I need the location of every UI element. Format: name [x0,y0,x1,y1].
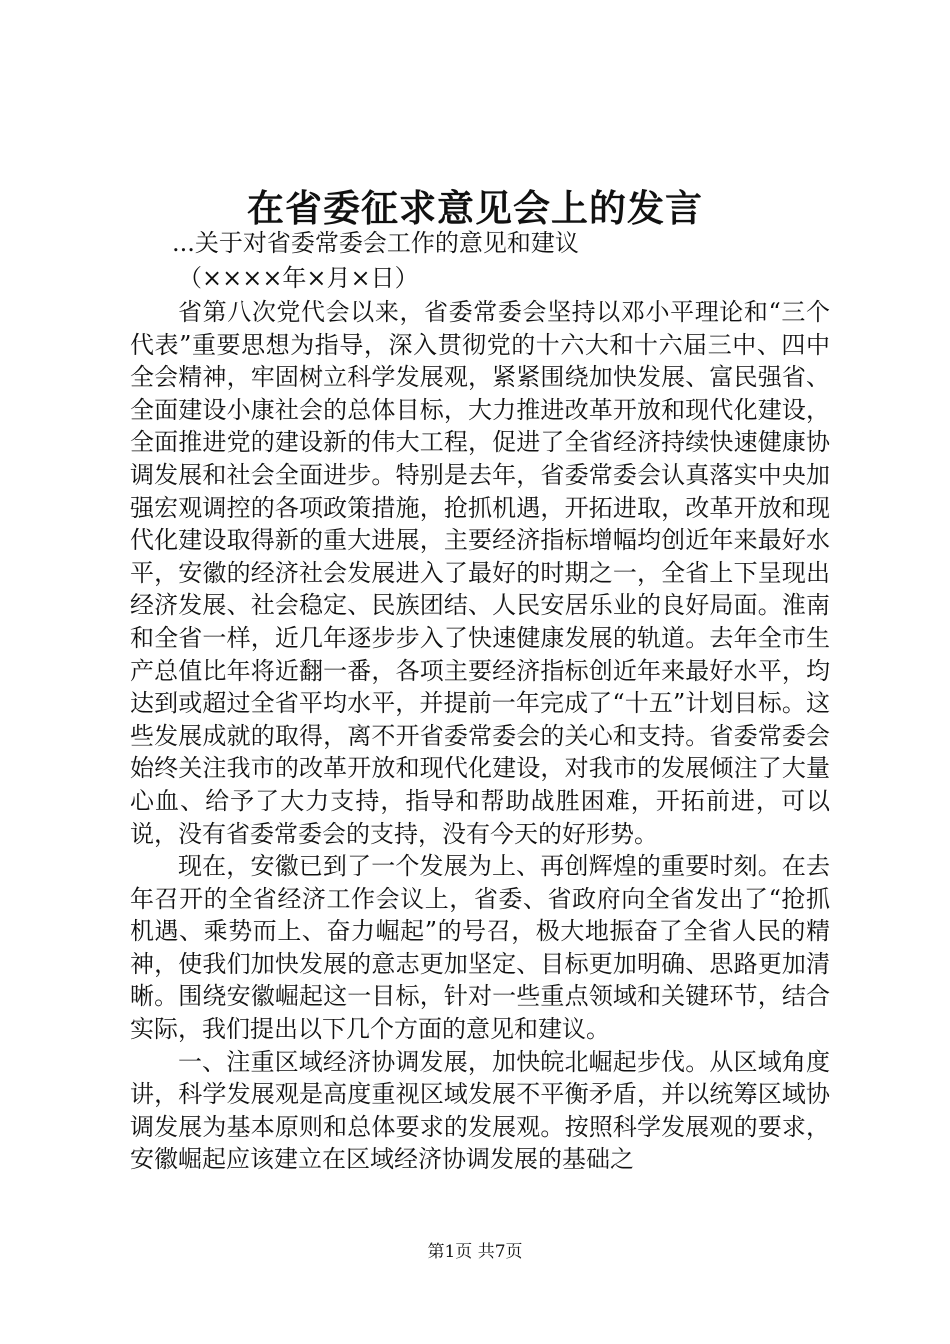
document-title: 在省委征求意见会上的发言 [247,186,703,230]
page-footer: 第1页 共7页 [427,1242,523,1262]
document-body [130,296,830,1176]
document-date: （××××年×月×日） [178,264,419,292]
document-subtitle: ...关于对省委常委会工作的意见和建议 [172,229,579,257]
paragraph: 省第八次党代会以来，省委常委会坚持以邓小平理论和“三个代表”重要思想为指导，深入贯彻党的十六大和十六届三中、四中全会精神，牢固树立科学发展观，紧紧围绕加快发展、富民强省、全面建设小康社会的总体目标，大力推进改革开放和现代化建设，全面推进党的建设新的伟大工程，促进了全省经济持续快速健康协调发展和社会全面进步。特别是去年，省委常委会认真落实中央加强宏观调控的各项政策措施，抢抓机遇，开拓进取，改革开放和现代化建设取得新的重大进展，主要经济指标增幅均创近年来最好水平，安徽的经济社会发展进入了最好的时期之一，全省上下呈现出经济发展、社会稳定、民族团结、人民安居乐业的良好局面。淮南和全省一样，近几年逐步步入了快速健康发展的轨道。去年全市生产总值比年将近翻一番，各项主要经济指标创近年来最好水平，均达到或超过全省平均水平，并提前一年完成了“十五”计划目标。这些发展成就的取得，离不开省委常委会的关心和支持。省委常委会始终关注我市的改革开放和现代化建设，对我市的发展倾注了大量心血、给予了大力支持，指导和帮助战胜困难，开拓前进，可以说，没有省委常委会的支持，没有今天的好形势。 [130,298,830,848]
paragraph: 现在，安徽已到了一个发展为上、再创辉煌的重要时刻。在去年召开的全省经济工作会议上，省委、省政府向全省发出了“抢抓机遇、乘势而上、奋力崛起”的号召，极大地振奋了全省人民的精神，使我们加快发展的意志更加坚定、目标更加明确、思路更加清晰。围绕安徽崛起这一目标，针对一些重点领域和关键环节，结合实际，我们提出以下几个方面的意见和建议。 [130,852,830,1044]
paragraph: 一、注重区域经济协调发展，加快皖北崛起步伐。从区域角度讲，科学发展观是高度重视区域发展不平衡矛盾，并以统筹区域协调发展为基本原则和总体要求的发展观。按照科学发展观的要求，安徽崛起应该建立在区域经济协调发展的基础之 [130,1047,830,1174]
